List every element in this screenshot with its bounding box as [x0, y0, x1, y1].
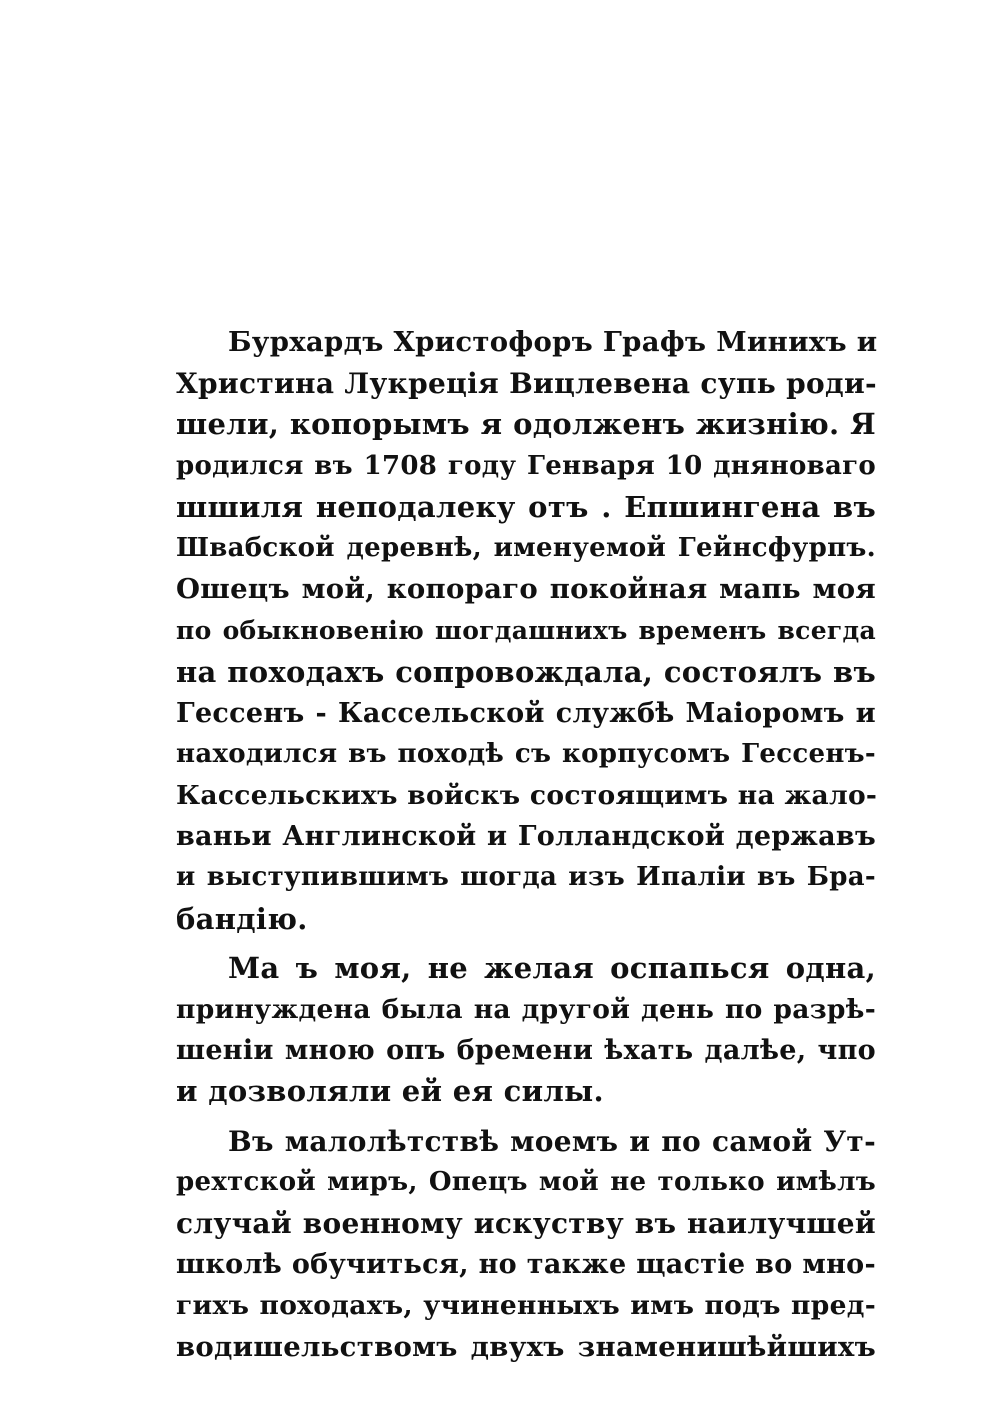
text-line: на походахъ сопровождала, состоялъ въ: [176, 654, 876, 689]
text-line: водишельствомъ двухъ знаменишѣйшихъ: [176, 1330, 876, 1363]
text-line: Гессенъ - Кассельской службѣ Маіоромъ и: [176, 697, 876, 729]
body-text: [176, 322, 876, 1368]
text-line: случай военному искуству въ наилучшей: [176, 1206, 876, 1240]
text-line: родился въ 1708 году Генваря 10 дняноваго: [176, 450, 876, 481]
paragraph-1: [176, 322, 876, 940]
text-line: ваньи Англинской и Голландской державъ: [176, 821, 876, 853]
text-line: принуждена была на другой день по разрѣ-: [176, 994, 876, 1025]
text-line: по обыкновенію шогдашнихъ временъ всегда: [176, 616, 876, 646]
text-line: Кассельскихъ войскъ состоящимъ на жало-: [176, 780, 878, 812]
text-line: Бурхардъ Христофоръ Графъ Минихъ и: [228, 326, 878, 358]
text-line: бандію.: [176, 901, 308, 936]
text-line: Христина Лукреція Вицлевена супь роди-: [176, 367, 877, 401]
text-line: шшиля неподалеку отъ . Епшингена въ: [176, 489, 876, 524]
text-line: шели, копорымъ я одолженъ жизнію. Я: [176, 407, 876, 442]
paragraph-3: [176, 1121, 876, 1368]
paragraph-2: [176, 948, 876, 1113]
text-line: Въ малолѣтствѣ моемъ и по самой Ут-: [228, 1124, 876, 1158]
text-line: шеніи мною опъ бремени ѣхать далѣе, чпо: [176, 1035, 876, 1067]
text-line: Швабской деревнѣ, именуемой Гейнсфурпъ.: [176, 532, 876, 563]
paragraph-gap: [176, 940, 876, 948]
text-line: находился въ походѣ съ корпусомъ Гессенъ-: [176, 738, 876, 769]
text-line: школѣ обучиться, но также щастіе во мно-: [176, 1249, 876, 1281]
paragraph-gap: [176, 1113, 876, 1121]
text-line: и дозволяли ей ея силы.: [176, 1074, 604, 1109]
text-line: Ма ъ моя, не желая оспапься одна,: [228, 950, 876, 985]
text-line: гихъ походахъ, учиненныхъ имъ подъ пред-: [176, 1290, 876, 1322]
text-line: рехтской миръ, Опецъ мой не только имѣлъ: [176, 1166, 876, 1197]
text-line: Ошецъ мой, копораго покойная мапь моя: [176, 573, 876, 606]
text-line: и выступившимъ шогда изъ Ипаліи въ Бра-: [176, 862, 876, 893]
